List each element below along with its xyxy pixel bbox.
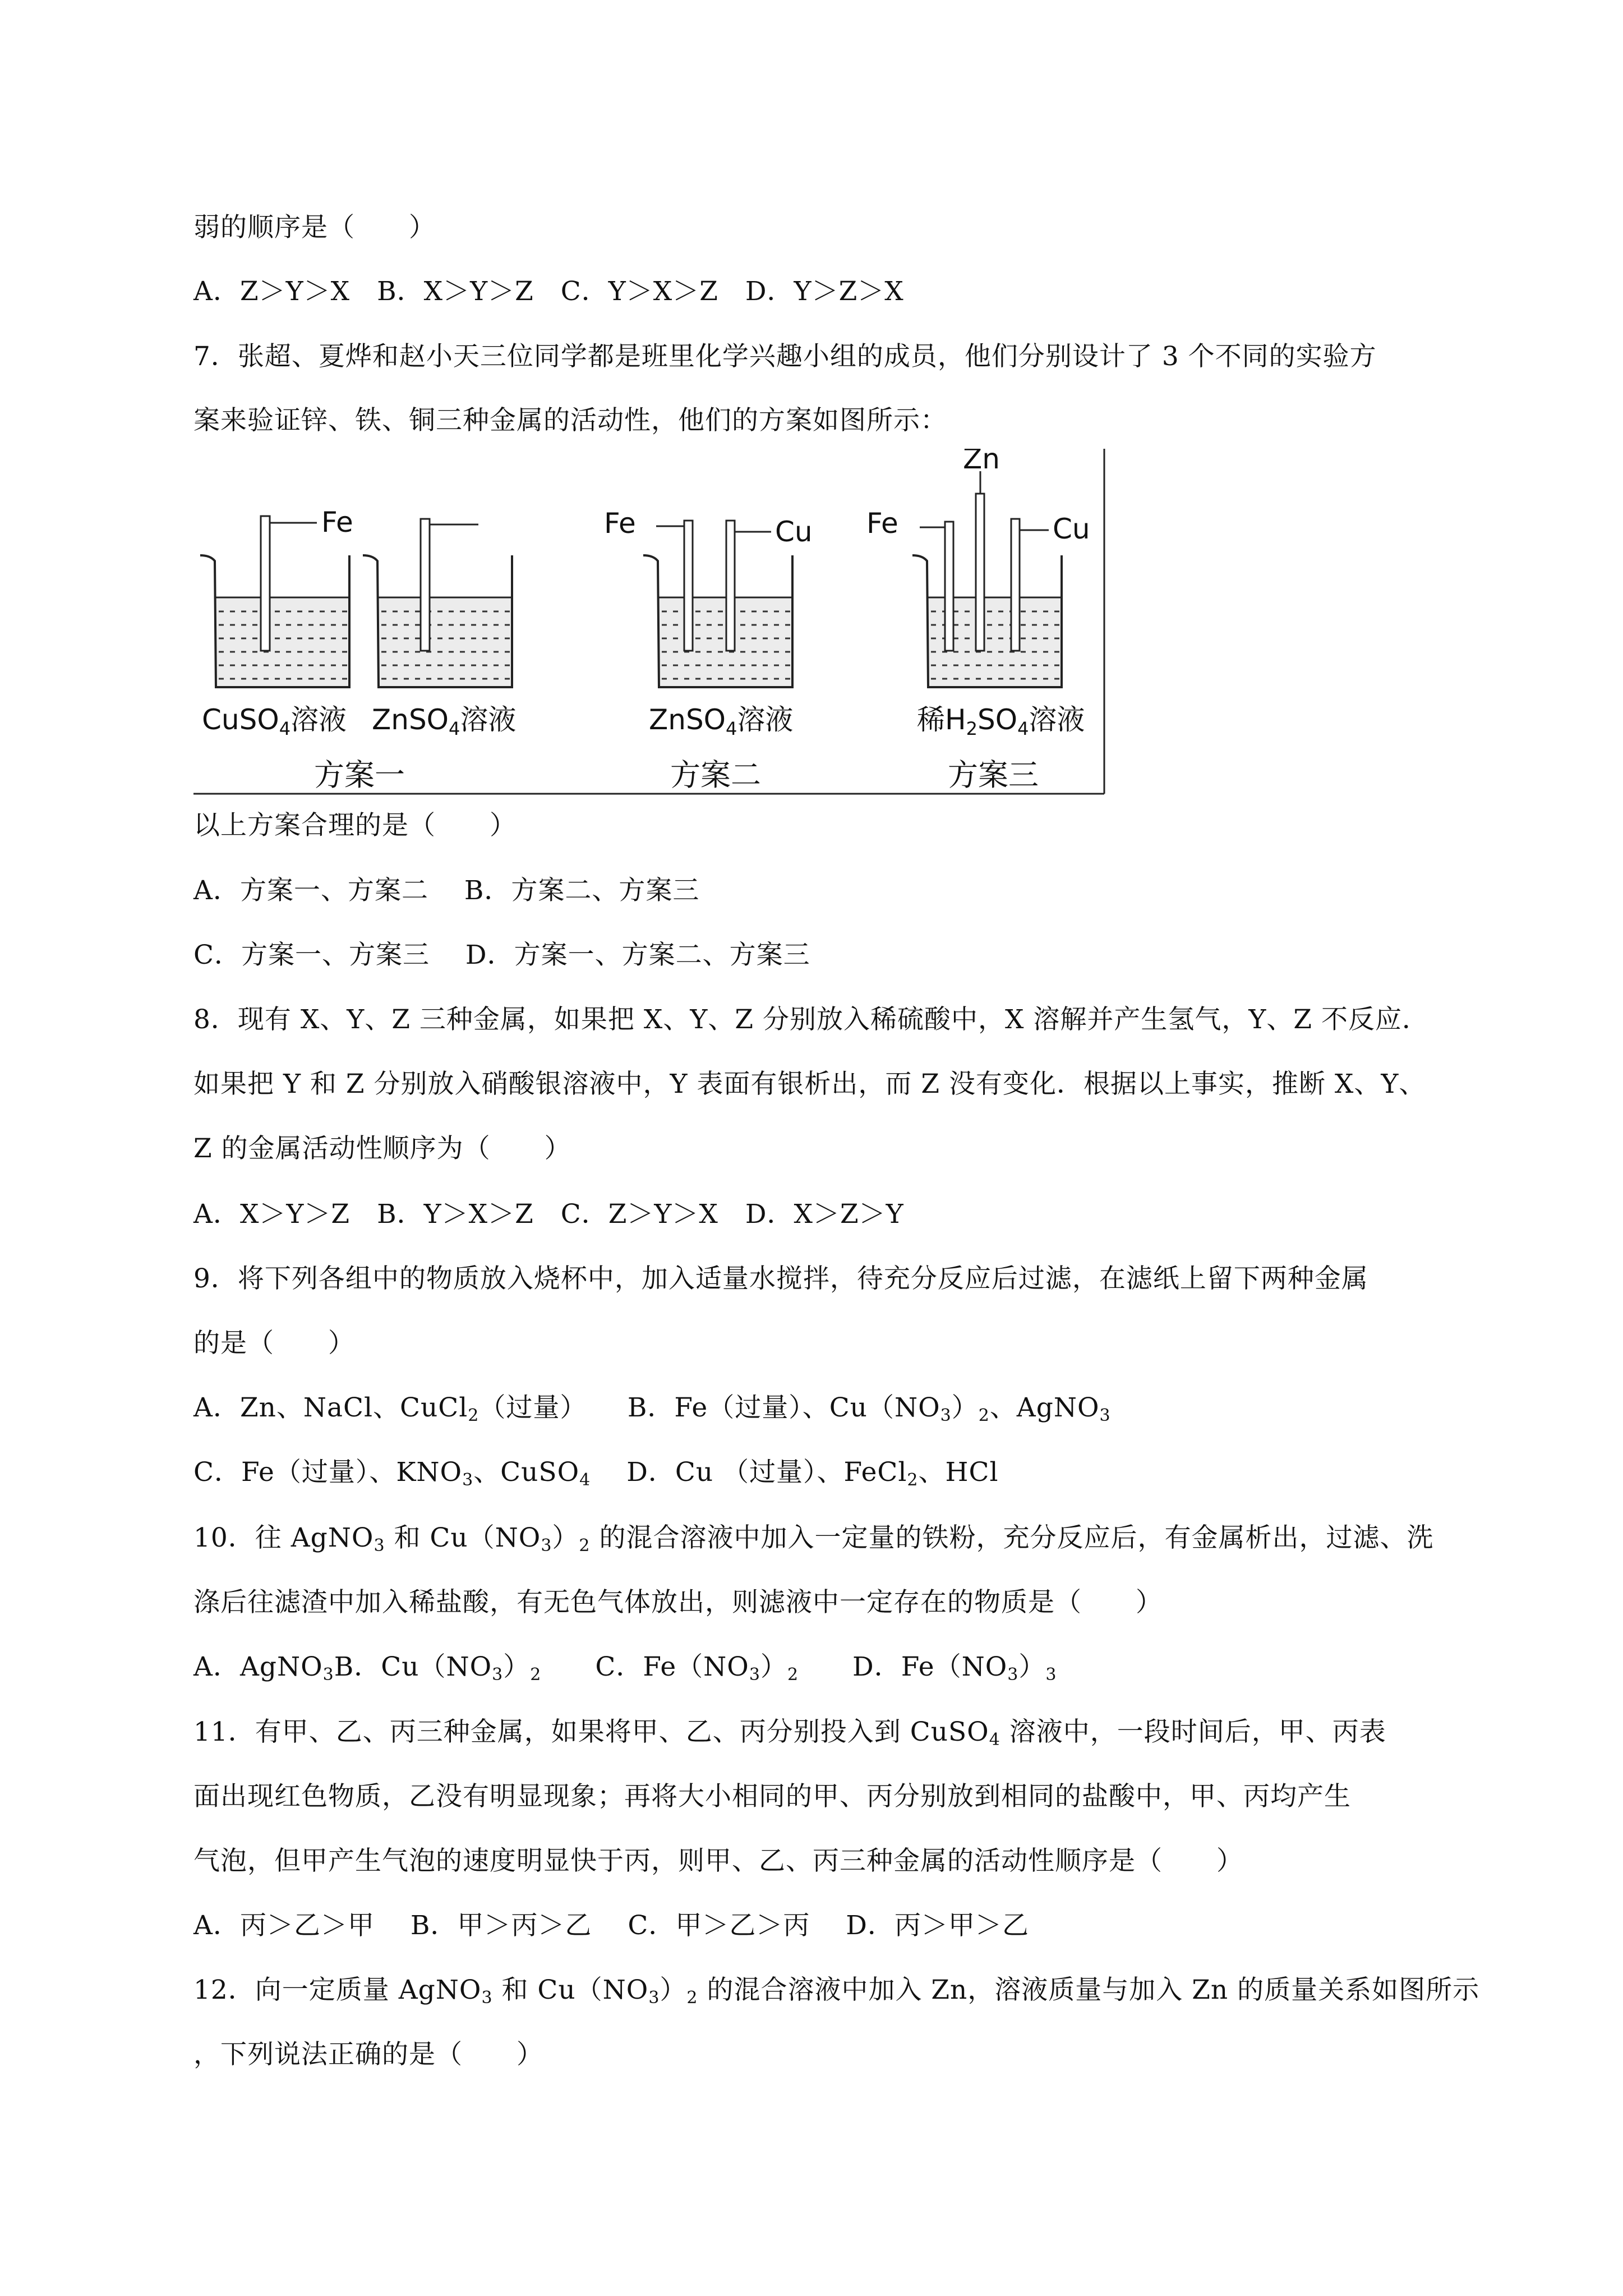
label-znso4-solution-1: ZnSO$_4$溶液: [372, 703, 517, 739]
caption-plan-1: 方案一: [314, 757, 405, 793]
label-fe-3: Fe: [866, 507, 898, 540]
q8-stem-line1: 8．现有 X、Y、Z 三种金属，如果把 X、Y、Z 分别放入稀硫酸中，X 溶解并产生氢气，Y、Z 不反应．: [193, 1004, 1429, 1035]
fe-strip-1: [261, 516, 270, 651]
q9-option-c: C．Fe（过量）、$KNO_3$、CuSO$_4$: [193, 1457, 591, 1490]
label-fe-1: Fe: [321, 506, 353, 539]
fe-strip-3: [684, 521, 693, 651]
q7-stem-line2: 案来验证锌、铁、铜三种金属的活动性，他们的方案如图所示：: [193, 405, 947, 436]
q10-option-d: D．$Fe(NO_3)_3$: [852, 1651, 1057, 1685]
q11-stem-line3: 气泡，但甲产生气泡的速度明显快于丙，则甲、乙、丙三种金属的活动性顺序是（ ）: [193, 1846, 1243, 1876]
label-zn: Zn: [963, 449, 1000, 475]
beaker-cuso4: [200, 506, 353, 687]
fe-strip-4: [945, 522, 953, 651]
label-h2so4-solution: 稀$H_2SO_4$溶液: [917, 703, 1085, 739]
label-znso4-solution-2: ZnSO$_4$溶液: [649, 703, 794, 739]
q6-options: A．Z＞Y＞X B．X＞Y＞Z C．Y＞X＞Z D．Y＞Z＞X: [193, 276, 904, 307]
q11-stem-line1: 11．有甲、乙、丙三种金属，如果将甲、乙、丙分别投入到 CuSO$_4$ 溶液中，一段时间后，甲、丙表: [193, 1717, 1386, 1750]
q6-stem-end: 弱的顺序是（ ）: [193, 212, 436, 243]
q9-option-b: B．Fe（过量）、$Cu(NO_3)_2$、AgNO$_3$: [627, 1392, 1111, 1425]
q8-stem-line2: 如果把 Y 和 Z 分别放入硝酸银溶液中，Y 表面有银析出，而 Z 没有变化．根据以上事实，推断 X、Y、: [193, 1069, 1426, 1099]
beaker-h2so4: [866, 449, 1090, 687]
cu-strip-2: [1011, 519, 1020, 651]
label-cu-2: Cu: [1053, 513, 1090, 545]
q10-stem-line2: 涤后往滤渣中加入稀盐酸，有无色气体放出，则滤液中一定存在的物质是（ ）: [193, 1587, 1163, 1618]
q9-options-ab: [193, 1391, 1111, 1425]
q10-option-c: C．$Fe(NO_3)_2$: [595, 1651, 799, 1685]
q10-stem-line1: 10．往 AgNO$_3$ 和 $Cu(NO_3)_2$ 的混合溶液中加入一定量的铁粉，充分反应后，有金属析出，过滤、洗: [193, 1522, 1434, 1556]
q7-options-line1: A．方案一、方案二 B．方案二、方案三: [193, 875, 700, 906]
label-cuso4-solution: CuSO$_4$溶液: [202, 703, 347, 739]
caption-plan-2: 方案二: [670, 757, 761, 793]
q7-question: 以上方案合理的是（ ）: [193, 810, 517, 841]
beaker-znso4-2: [604, 507, 813, 687]
q7-experiment-figure: [193, 449, 1108, 797]
q10-option-b: B．$Cu(NO_3)_2$: [334, 1651, 542, 1685]
cu-strip-1: [726, 521, 735, 651]
q9-option-d: D．Cu （过量）、FeCl$_2$、HCl: [626, 1457, 999, 1490]
q10-options: [193, 1650, 1057, 1684]
q10-option-a: A．AgNO$_3$: [193, 1651, 334, 1685]
q9-option-a: A．Zn、NaCl、CuCl$_2$（过量）: [193, 1392, 574, 1425]
q11-stem-line2: 面出现红色物质，乙没有明显现象；再将大小相同的甲、丙分别放到相同的盐酸中，甲、丙均产生: [193, 1781, 1351, 1812]
q9-options-cd: [193, 1456, 998, 1489]
q7-options-line2: C．方案一、方案三 D．方案一、方案二、方案三: [193, 940, 810, 970]
q12-stem-line1: 12．向一定质量 AgNO$_3$ 和 $Cu(NO_3)_2$ 的混合溶液中加入 Zn，溶液质量与加入 Zn 的质量关系如图所示: [193, 1975, 1480, 2008]
q8-options: A．X＞Y＞Z B．Y＞X＞Z C．Z＞Y＞X D．X＞Z＞Y: [193, 1199, 904, 1230]
fe-strip-2: [421, 519, 430, 651]
q7-stem-line1: 7．张超、夏烨和赵小天三位同学都是班里化学兴趣小组的成员，他们分别设计了 3 个不同的实验方: [193, 341, 1377, 372]
zn-strip: [976, 494, 984, 651]
q9-stem-line1: 9．将下列各组中的物质放入烧杯中，加入适量水搅拌，待充分反应后过滤，在滤纸上留下两种金属: [193, 1263, 1368, 1294]
label-cu-1: Cu: [775, 516, 813, 548]
q9-stem-line2: 的是（ ）: [193, 1328, 355, 1359]
q8-stem-line3: Z 的金属活动性顺序为（ ）: [193, 1133, 571, 1164]
caption-plan-3: 方案三: [948, 757, 1039, 793]
q11-options: A．丙＞乙＞甲 B．甲＞丙＞乙 C．甲＞乙＞丙 D．丙＞甲＞乙: [193, 1910, 1029, 1941]
beaker-znso4-1: [363, 519, 512, 687]
q12-stem-line2: ，下列说法正确的是（ ）: [193, 2039, 543, 2070]
label-fe-2: Fe: [604, 507, 636, 540]
